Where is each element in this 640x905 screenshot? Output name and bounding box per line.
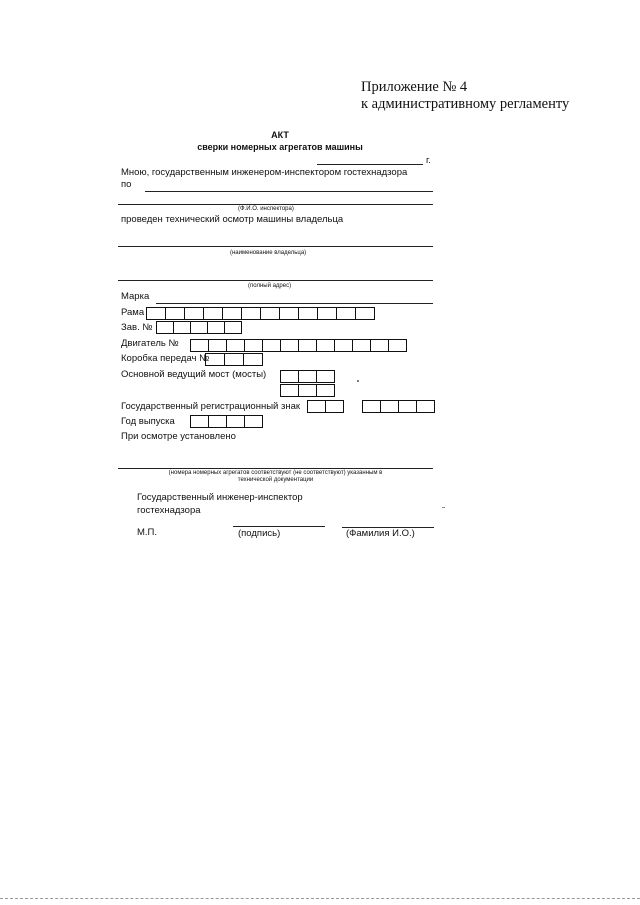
owner-caption: (наименование владельца) [230,250,307,256]
digit-box[interactable] [334,339,353,352]
digit-box[interactable] [362,400,381,413]
compliance-caption-line-1: (номера номерных агрегатов соответствуют (не соответствуют) указанным в [168,470,383,476]
digit-box[interactable] [280,384,299,397]
digit-box[interactable] [173,321,191,334]
established-line[interactable] [118,468,433,469]
rama-label: Рама [121,307,145,318]
digit-box[interactable] [165,307,185,320]
digit-box[interactable] [243,353,263,366]
digit-box[interactable] [190,321,208,334]
digit-box[interactable] [244,339,263,352]
act-title [150,129,410,153]
digit-box[interactable] [156,321,174,334]
digit-box[interactable] [184,307,204,320]
gearbox-number-boxes[interactable] [205,353,263,366]
digit-box[interactable] [279,307,299,320]
digit-box[interactable] [190,415,209,428]
digit-box[interactable] [146,307,166,320]
signature-caption: (подпись) [238,528,281,539]
digit-box[interactable] [224,353,244,366]
marka-field-line[interactable] [156,303,433,304]
digit-box[interactable] [262,339,281,352]
digit-box[interactable] [398,400,417,413]
established-label: При осмотре установлено [121,431,236,442]
address-line[interactable] [118,280,433,281]
regnum-boxes-1[interactable] [307,400,344,413]
digit-box[interactable] [316,339,335,352]
digit-box[interactable] [380,400,399,413]
axle-number-boxes-2[interactable] [280,384,335,397]
fullname-caption: (Фамилия И.О.) [346,528,415,539]
scan-dot [357,380,359,382]
digit-box[interactable] [416,400,435,413]
appendix-title [361,79,569,113]
year-label: Год выпуска [121,416,175,427]
appendix-line-1: Приложение № 4 [361,79,468,95]
digit-box[interactable] [260,307,280,320]
gearbox-label: Коробка передач № [121,353,210,364]
engine-label: Двигатель № [121,338,179,349]
digit-box[interactable] [226,339,245,352]
regnum-label: Государственный регистрационный знак [121,401,301,412]
engine-number-boxes[interactable] [190,339,407,352]
mp-label: М.П. [137,527,158,538]
digit-box[interactable] [355,307,375,320]
digit-box[interactable] [316,384,335,397]
digit-box[interactable] [316,370,335,383]
regnum-boxes-2[interactable] [362,400,435,413]
inspector-title [137,491,303,517]
intro-text: Мною, государственным инженером-инспектором гостехнадзора [121,167,408,178]
digit-box[interactable] [241,307,261,320]
rama-number-boxes[interactable] [146,307,375,320]
digit-box[interactable] [190,339,209,352]
digit-box[interactable] [244,415,263,428]
po-label: по [121,179,132,190]
appendix-line-2: к административному регламенту [361,96,570,112]
digit-box[interactable] [298,307,318,320]
inspection-text: проведен технический осмотр машины владельца [121,214,344,225]
digit-box[interactable] [205,353,225,366]
inspector-title-line-2: гостехнадзора [137,505,201,516]
inspector-caption: (Ф.И.О. инспектора) [238,206,294,212]
digit-box[interactable] [325,400,344,413]
scan-edge-line [0,898,640,899]
digit-box[interactable] [352,339,371,352]
digit-box[interactable] [370,339,389,352]
compliance-caption [118,470,433,484]
signature-line[interactable] [233,526,325,527]
digit-box[interactable] [317,307,337,320]
digit-box[interactable] [203,307,223,320]
po-field-line[interactable] [145,191,433,192]
address-caption: (полный адрес) [248,283,292,289]
act-title-line-1: АКТ [271,130,289,140]
owner-name-line[interactable] [118,246,433,247]
marka-label: Марка [121,291,150,302]
act-title-line-2: сверки номерных агрегатов машины [197,142,363,152]
digit-box[interactable] [336,307,356,320]
digit-box[interactable] [280,370,299,383]
axle-label: Основной ведущий мост (мосты) [121,369,267,380]
inspector-title-line-1: Государственный инженер-инспектор [137,492,303,503]
digit-box[interactable] [208,415,227,428]
digit-box[interactable] [208,339,227,352]
digit-box[interactable] [298,384,317,397]
digit-box[interactable] [222,307,242,320]
digit-box[interactable] [226,415,245,428]
digit-box[interactable] [280,339,299,352]
digit-box[interactable] [298,370,317,383]
axle-number-boxes-1[interactable] [280,370,335,383]
digit-box[interactable] [307,400,326,413]
zav-label: Зав. № [121,322,153,333]
digit-box[interactable] [207,321,225,334]
compliance-caption-line-2: технической документации [237,477,314,483]
inspector-name-line[interactable] [118,204,433,205]
digit-box[interactable] [298,339,317,352]
year-suffix: г. [426,155,431,166]
scan-dot [442,507,445,508]
year-boxes[interactable] [190,415,263,428]
digit-box[interactable] [388,339,407,352]
digit-box[interactable] [224,321,242,334]
zav-number-boxes[interactable] [156,321,242,334]
date-field-line[interactable] [317,164,423,165]
